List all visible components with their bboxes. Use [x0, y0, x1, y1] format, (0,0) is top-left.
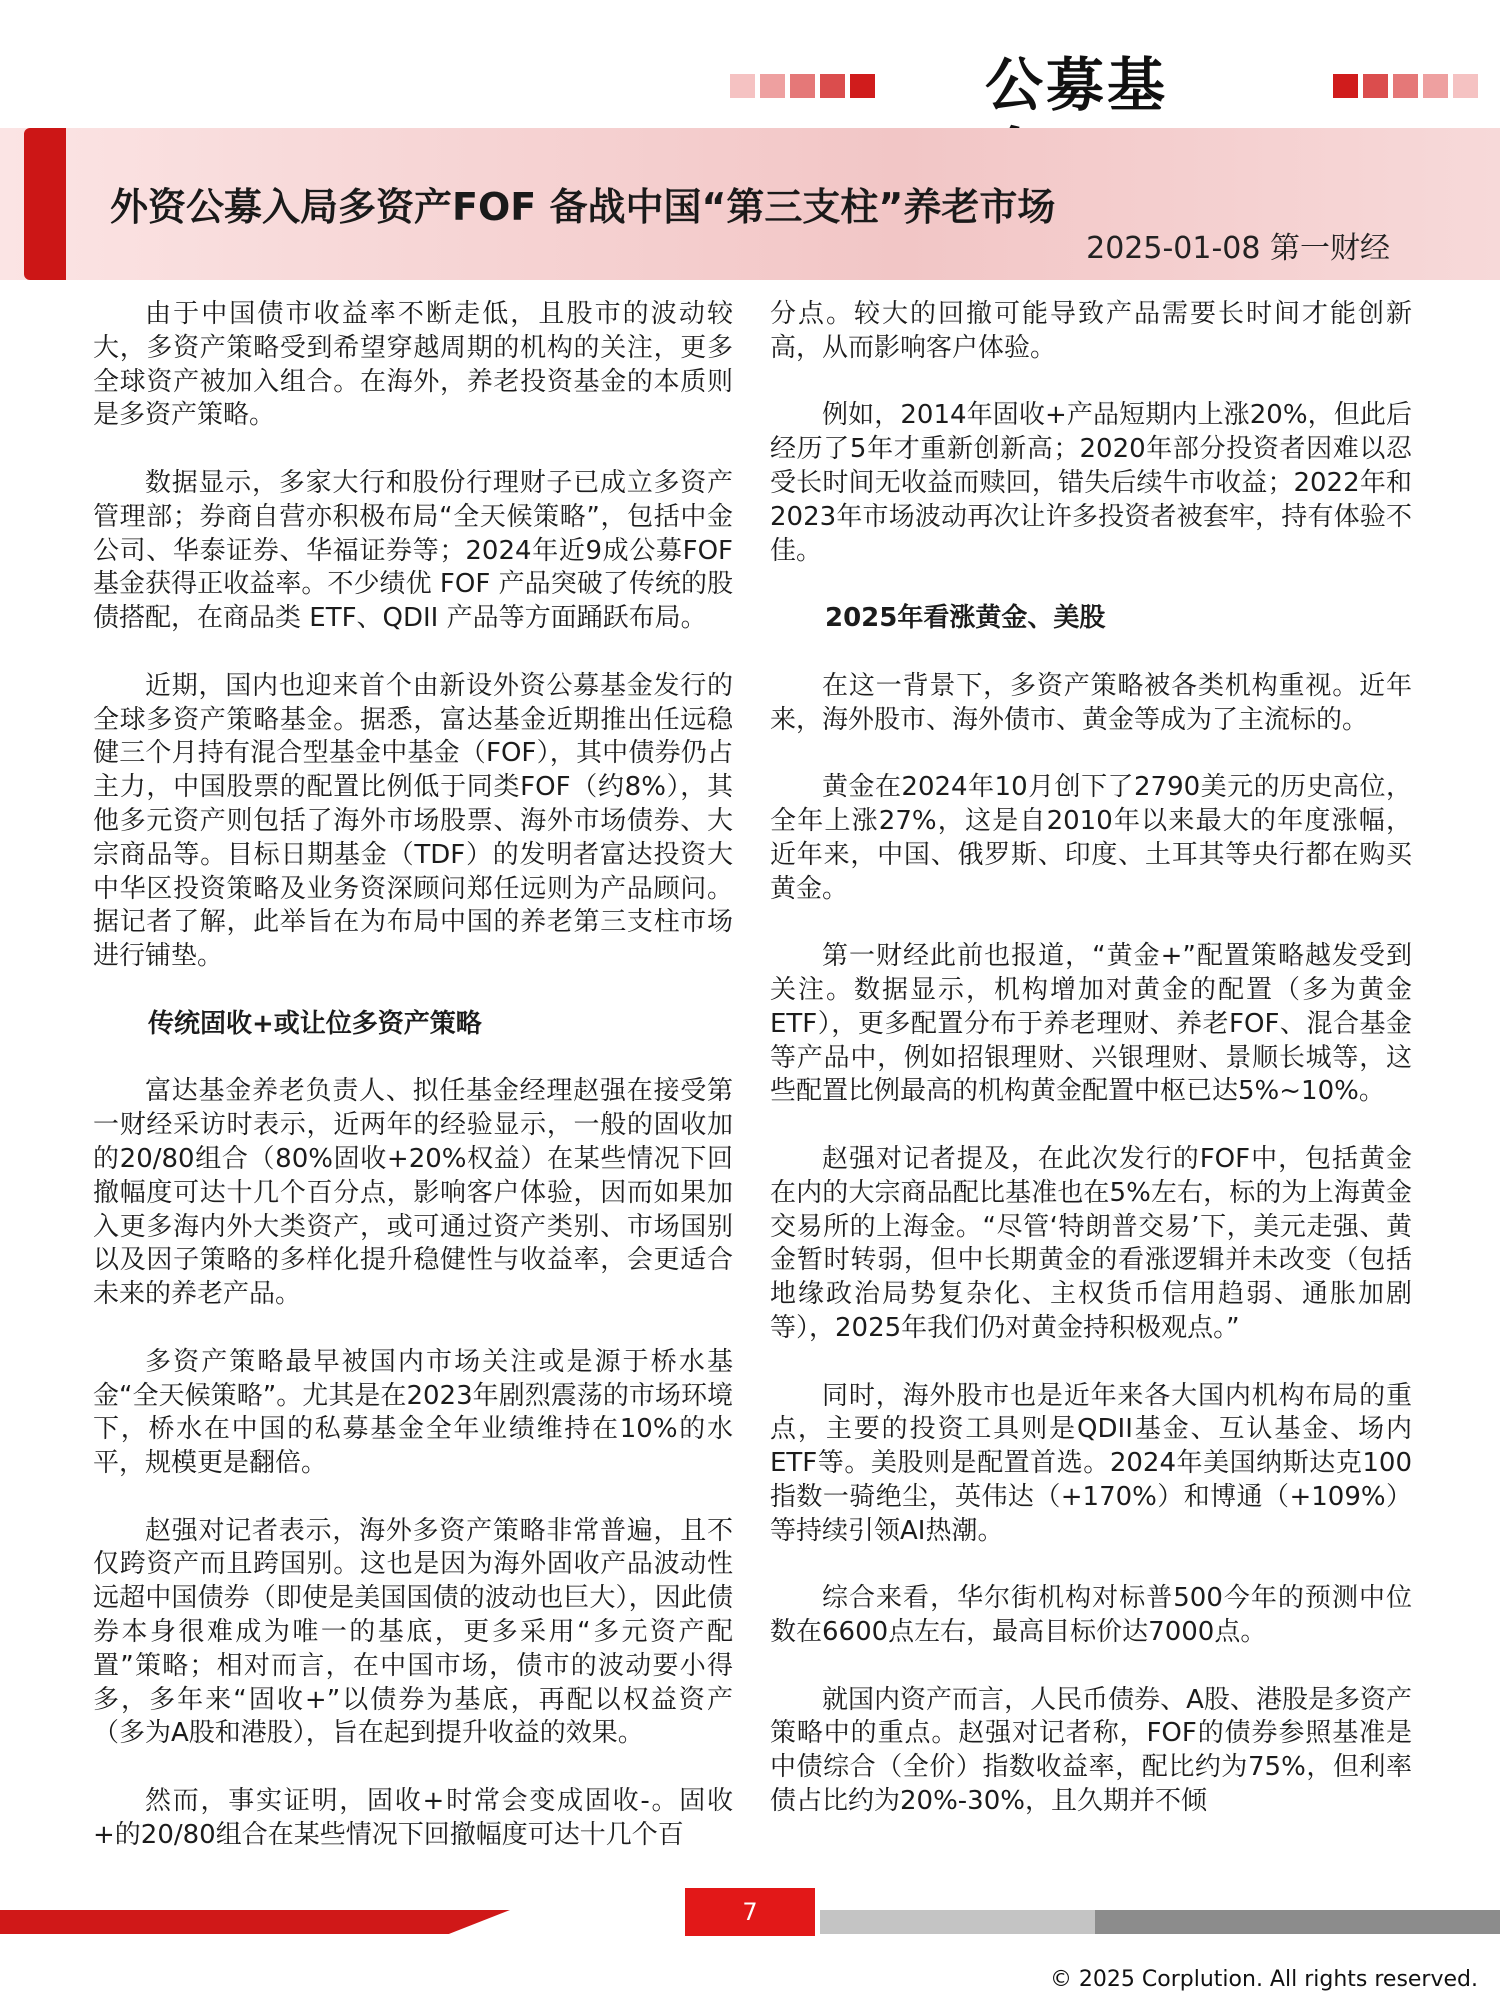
color-block — [1363, 74, 1388, 98]
decorative-blocks-left — [730, 74, 875, 98]
paragraph: 近期，国内也迎来首个由新设外资公募基金发行的全球多资产策略基金。据悉，富达基金近期推出任远稳健三个月持有混合型基金中基金（FOF），其中债券仍占主力，中国股票的配置比例低于同类FOF（约8%），其他多元资产则包括了海外市场股票、海外市场债券、大宗商品等。目标日期基金（TDF）的发明者富达投资大中华区投资策略及业务资深顾问郑任远则为产品顾问。据记者了解，此举旨在为布局中国的养老第三支柱市场进行铺垫。 — [93, 670, 733, 972]
paragraph: 例如，2014年固收+产品短期内上涨20%，但此后经历了5年才重新创新高；2020年部分投资者因难以忍受长时间无收益而赎回，错失后续牛市收益；2022年和2023年市场波动再次让许多投资者被套牢，持有体验不佳。 — [770, 400, 1412, 566]
paragraph: 在这一背景下，多资产策略被各类机构重视。近年来，海外股市、海外债市、黄金等成为了主流标的。 — [770, 670, 1412, 735]
color-block — [1453, 74, 1478, 98]
page-number: 7 — [685, 1888, 815, 1936]
paragraph: 黄金在2024年10月创下了2790美元的历史高位，全年上涨27%，这是自2010年以来最大的年度涨幅，近年来，中国、俄罗斯、印度、土耳其等央行都在购买黄金。 — [770, 772, 1412, 904]
paragraph: 数据显示，多家大行和股份行理财子已成立多资产管理部；券商自营亦积极布局“全天候策略”，包括中金公司、华泰证券、华福证券等；2024年近9成公募FOF 基金获得正收益率。不少绩优 FOF 产品突破了传统的股债搭配，在商品类 ETF、QDII 产品等方面踊跃布局。 — [93, 467, 733, 634]
section-heading: 2025年看涨黄金、美股 — [825, 603, 1106, 634]
copyright-notice: © 2025 Corplution. All rights reserved. — [1049, 1967, 1478, 1992]
color-block — [790, 74, 815, 98]
color-block — [1393, 74, 1418, 98]
color-block — [1423, 74, 1448, 98]
decorative-blocks-right — [1333, 74, 1478, 98]
article-column-left — [93, 298, 733, 1886]
color-block — [850, 74, 875, 98]
color-block — [820, 74, 845, 98]
footer-dark-gray-bar — [1095, 1910, 1500, 1934]
paragraph: 综合来看，华尔街机构对标普500今年的预测中位数在6600点左右，最高目标价达7000点。 — [770, 1583, 1412, 1648]
paragraph: 多资产策略最早被国内市场关注或是源于桥水基金“全天候策略”。尤其是在2023年剧烈震荡的市场环境下，桥水在中国的私募基金全年业绩维持在10%的水平，规模更是翻倍。 — [93, 1346, 733, 1479]
paragraph: 第一财经此前也报道，“黄金+”配置策略越发受到关注。数据显示，机构增加对黄金的配置（多为黄金ETF），更多配置分布于养老理财、养老FOF、混合基金等产品中，例如招银理财、兴银理财、景顺长城等，这些配置比例最高的机构黄金配置中枢已达5%~10%。 — [770, 941, 1412, 1107]
section-heading: 传统固收+或让位多资产策略 — [148, 1008, 482, 1039]
paragraph: 然而，事实证明，固收+时常会变成固收-。固收+的20/80组合在某些情况下回撤幅度可达十几个百 — [93, 1786, 733, 1850]
section-title: 公募基 — [985, 51, 1169, 119]
paragraph: 同时，海外股市也是近年来各大国内机构布局的重点，主要的投资工具则是QDII基金、互认基金、场内ETF等。美股则是配置首选。2024年美国纳斯达克100指数一骑绝尘，英伟达（+170%）和博通（+109%）等持续引领AI热潮。 — [770, 1380, 1412, 1546]
article-column-right — [770, 298, 1412, 1853]
color-block — [730, 74, 755, 98]
paragraph: 赵强对记者提及，在此次发行的FOF中，包括黄金在内的大宗商品配比基准也在5%左右，标的为上海黄金交易所的上海金。“尽管‘特朗普交易’下，美元走强、黄金暂时转弱，但中长期黄金的看涨逻辑并未改变（包括地缘政治局势复杂化、主权货币信用趋弱、通胀加剧等），2025年我们仍对黄金持积极观点。” — [770, 1143, 1412, 1343]
color-block — [760, 74, 785, 98]
footer-red-bar — [0, 1910, 510, 1934]
paragraph: 由于中国债市收益率不断走低，且股市的波动较大，多资产策略受到希望穿越周期的机构的关注，更多全球资产被加入组合。在海外，养老投资基金的本质则是多资产策略。 — [93, 299, 733, 431]
paragraph-continued: 分点。较大的回撤可能导致产品需要长时间才能创新高，从而影响客户体验。 — [770, 299, 1412, 363]
paragraph: 赵强对记者表示，海外多资产策略非常普遍，且不仅跨资产而且跨国别。这也是因为海外固收产品波动性远超中国债券（即使是美国国债的波动也巨大），因此债券本身很难成为唯一的基底，更多采用“多元资产配置”策略；相对而言，在中国市场，债市的波动要小得多，多年来“固收+”以债券为基底，再配以权益资产（多为A股和港股），旨在起到提升收益的效果。 — [93, 1515, 733, 1749]
header-accent-bar — [24, 128, 66, 280]
article-dateline: 2025-01-08 第一财经 — [1086, 231, 1390, 266]
paragraph: 就国内资产而言，人民币债券、A股、港股是多资产策略中的重点。赵强对记者称，FOF的债券参照基准是中债综合（全价）指数收益率，配比约为75%，但利率债占比约为20%-30%，且久期并不倾 — [770, 1684, 1412, 1817]
article-headline: 外资公募入局多资产FOF 备战中国“第三支柱”养老市场 — [110, 185, 1056, 229]
color-block — [1333, 74, 1358, 98]
paragraph: 富达基金养老负责人、拟任基金经理赵强在接受第一财经采访时表示，近两年的经验显示，一般的固收加的20/80组合（80%固收+20%权益）在某些情况下回撤幅度可达十几个百分点，影响客户体验，因而如果加入更多海内外大类资产，或可通过资产类别、市场国别以及因子策略的多样化提升稳健性与收益率，会更适合未来的养老产品。 — [93, 1076, 733, 1310]
